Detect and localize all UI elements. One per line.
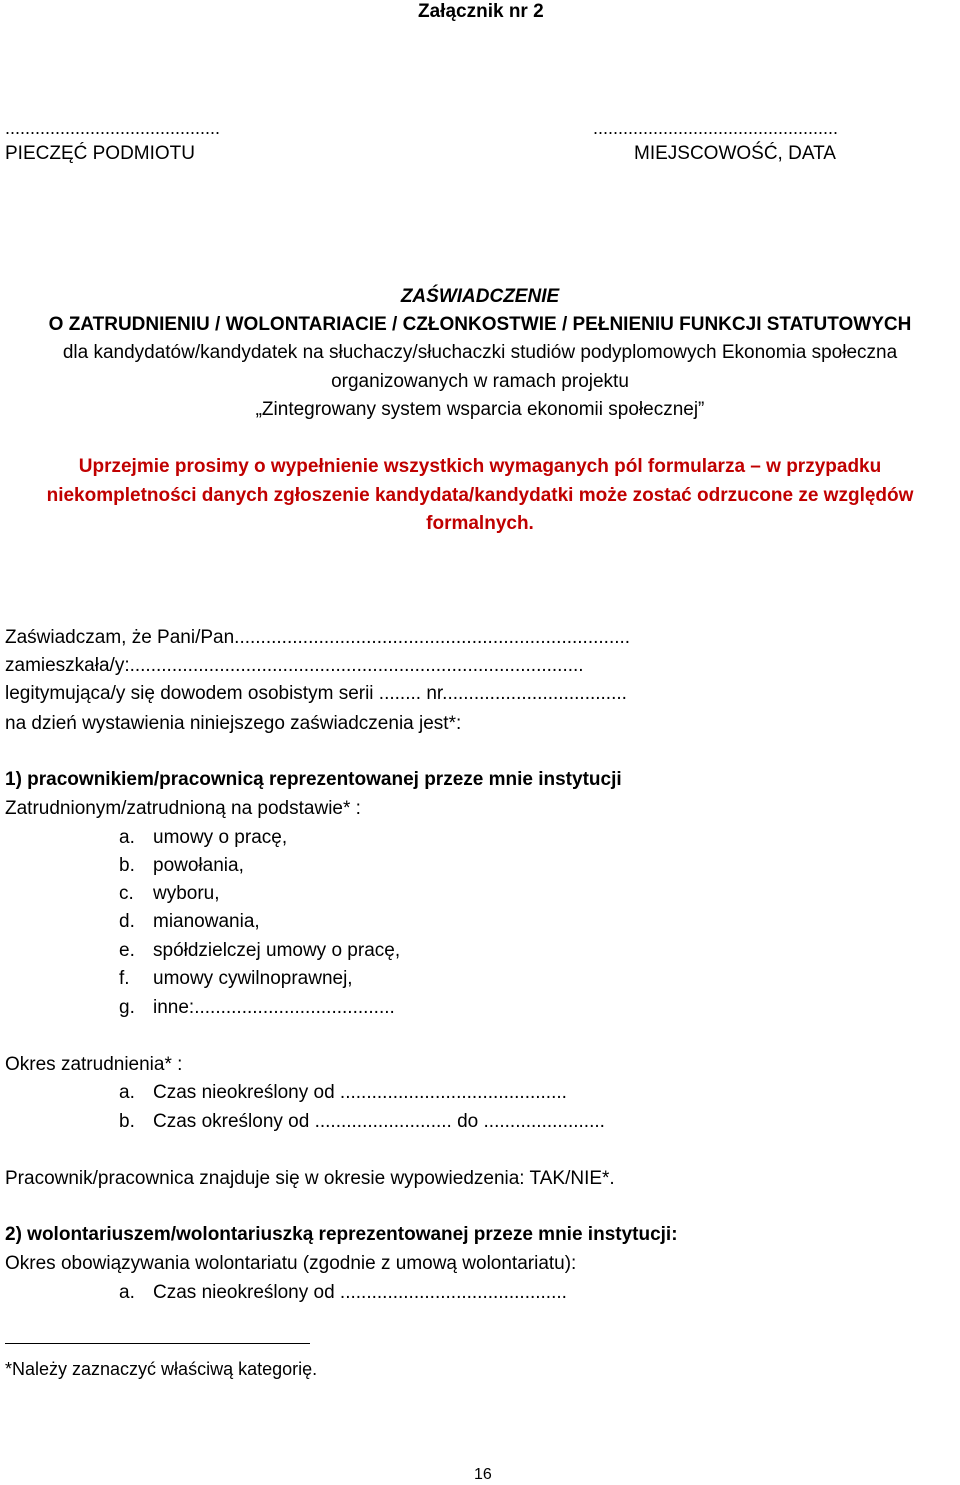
basis-item: b. powołania, [119, 855, 244, 876]
employment-basis-label: Zatrudnionym/zatrudnioną na podstawie* : [5, 798, 361, 819]
period-item: a. Czas nieokreślony od ........................................... [119, 1082, 567, 1103]
volunteer-period-item: a. Czas nieokreślony od ........................................... [119, 1282, 567, 1303]
document-subtitle: O ZATRUDNIENIU / WOLONTARIACIE / CZŁONKOSTWIE / PEŁNIENIU FUNKCJI STATUTOWYCH [48, 314, 912, 335]
page-number: 16 [474, 1466, 492, 1483]
declaration-id-line: legitymująca/y się dowodem osobistym serii ........ nr................................... [5, 683, 627, 704]
footnote-separator [5, 1343, 310, 1344]
stamp-label: PIECZĘĆ PODMIOTU [5, 143, 196, 164]
declaration-name-line: Zaświadczam, że Pani/Pan........................................................................... [5, 627, 631, 648]
declaration-address-line: zamieszkała/y:...................................................................................... [5, 655, 584, 676]
basis-item: g. inne:...................................... [119, 997, 395, 1018]
stamp-dots: ........................................... [5, 118, 221, 138]
section-2-heading: 2) wolontariuszem/wolontariuszką reprezentowanej przeze mnie instytucji: [5, 1224, 678, 1245]
declaration-date-line: na dzień wystawienia niniejszego zaświadczenia jest*: [5, 713, 462, 734]
basis-item: c. wyboru, [119, 883, 220, 904]
project-name: „Zintegrowany system wsparcia ekonomii społecznej” [255, 399, 705, 420]
document-title: ZAŚWIADCZENIE [400, 286, 560, 307]
basis-item: d. mianowania, [119, 911, 260, 932]
footnote: *Należy zaznaczyć właściwą kategorię. [5, 1359, 318, 1379]
basis-item: f. umowy cywilnoprawnej, [119, 968, 353, 989]
title-line-3: dla kandydatów/kandydatek na słuchaczy/słuchaczki studiów podyplomowych Ekonomia społeczna [62, 342, 898, 363]
notice-period-line: Pracownik/pracownica znajduje się w okresie wypowiedzenia: TAK/NIE*. [5, 1168, 615, 1189]
basis-item: e. spółdzielczej umowy o pracę, [119, 940, 401, 961]
period-item: b. Czas określony od .......................... do ....................... [119, 1111, 605, 1132]
employment-period-label: Okres zatrudnienia* : [5, 1054, 183, 1075]
notice-line-3: formalnych. [426, 513, 534, 534]
place-date-dots: ................................................. [593, 118, 839, 138]
place-date-label: MIEJSCOWOŚĆ, DATA [634, 143, 836, 164]
basis-item: a. umowy o pracę, [119, 827, 288, 848]
notice-line-1: Uprzejmie prosimy o wypełnienie wszystkich wymaganych pól formularza – w przypadku [78, 456, 882, 477]
attachment-title: Załącznik nr 2 [418, 1, 544, 22]
title-line-4: organizowanych w ramach projektu [331, 371, 629, 392]
volunteer-period-label: Okres obowiązywania wolontariatu (zgodnie z umową wolontariatu): [5, 1253, 577, 1274]
notice-line-2: niekompletności danych zgłoszenie kandydata/kandydatki może zostać odrzucone ze względów [46, 485, 914, 506]
section-1-heading: 1) pracownikiem/pracownicą reprezentowanej przeze mnie instytucji [5, 769, 622, 790]
